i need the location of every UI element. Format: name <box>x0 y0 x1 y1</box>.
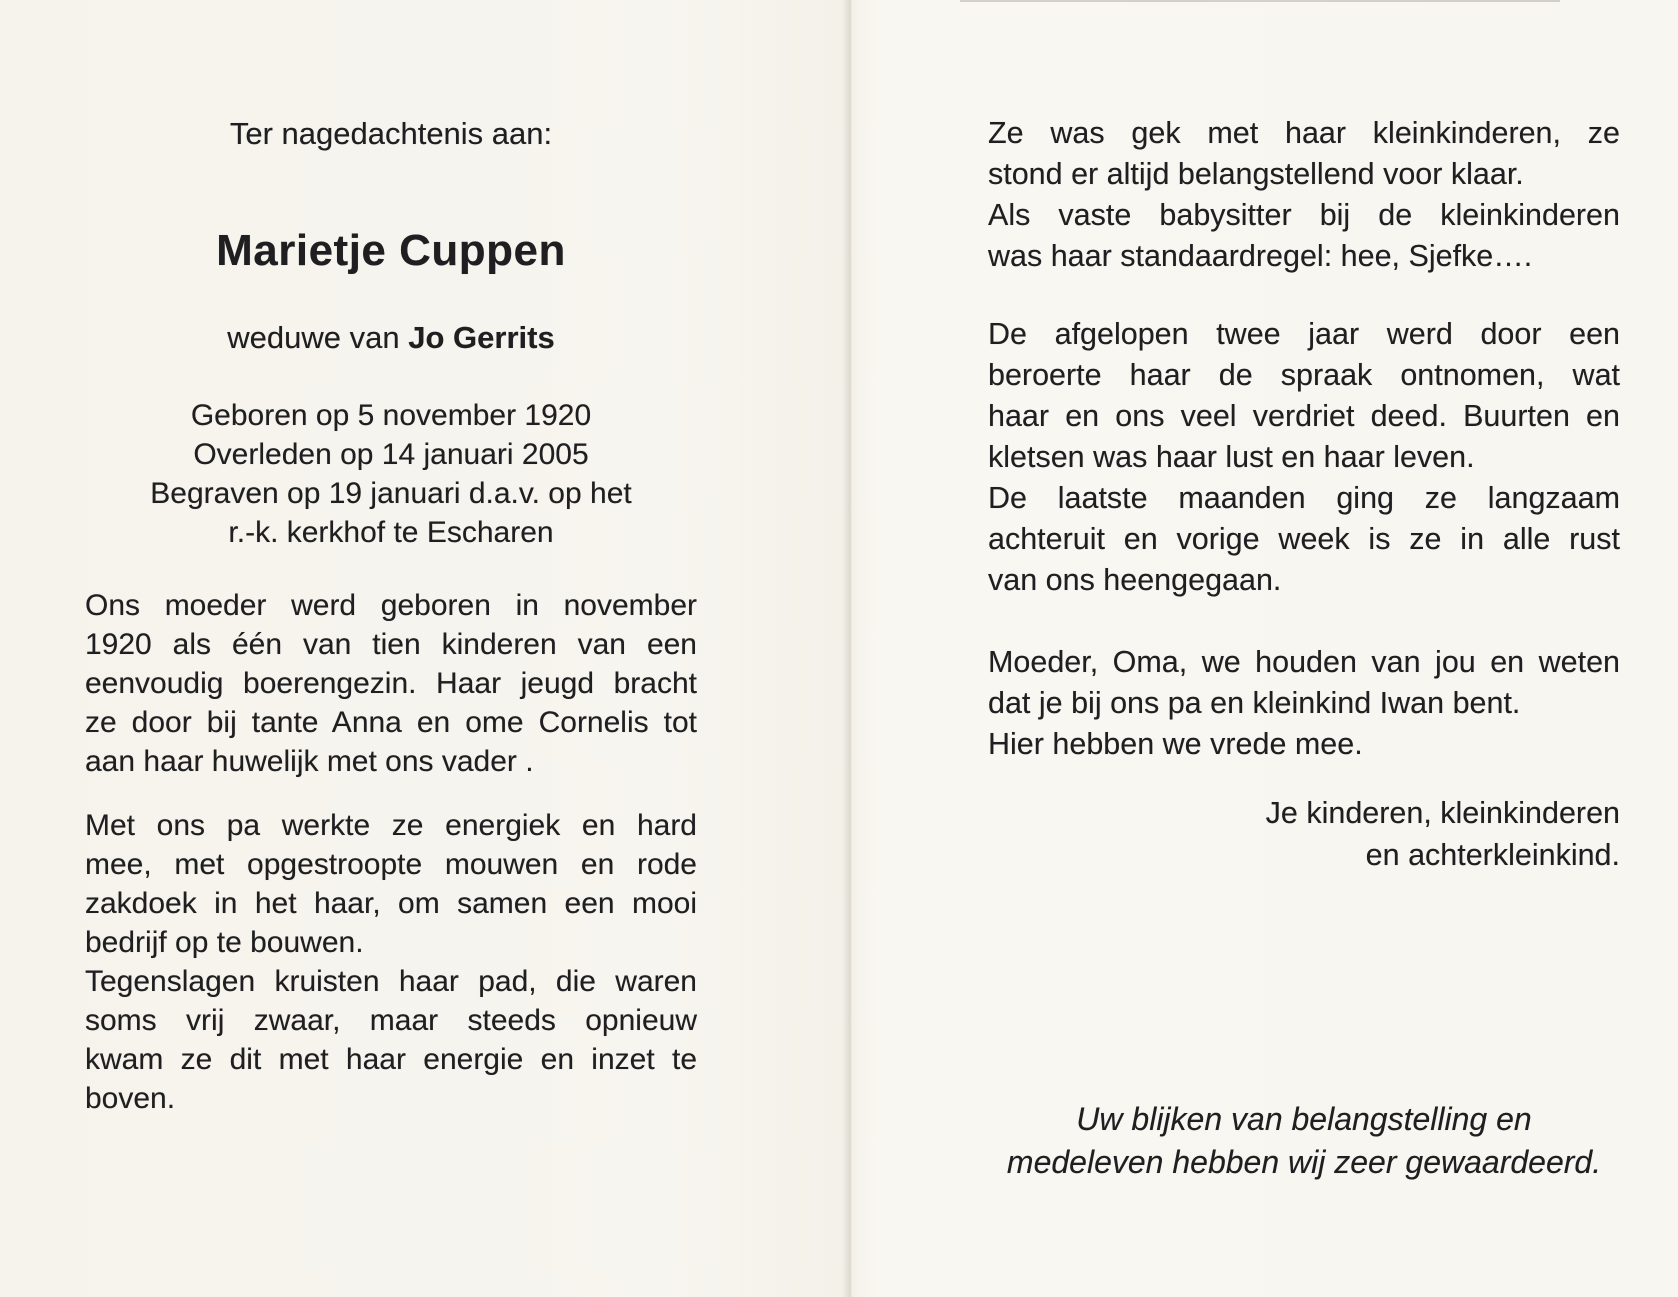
text-line: Geboren op 5 november 1920 <box>190 399 592 432</box>
text-line: kwam ze dit met haar energie en inzet te <box>85 1043 697 1076</box>
text-line: van ons heengegaan. <box>988 563 1282 597</box>
text-line: eenvoudig boerengezin. Haar jeugd bracht <box>85 667 697 700</box>
text-line: Je kinderen, kleinkinderen <box>1265 796 1620 830</box>
text-line: dat je bij ons pa en kleinkind Iwan bent. <box>988 686 1521 720</box>
text-line: Met ons pa werkte ze energiek en hard <box>85 809 697 842</box>
dedication-line: Ter nagedachtenis aan: <box>229 116 553 151</box>
right-page <box>988 0 1620 1297</box>
text-line: beroerte haar de spraak ontnomen, wat <box>988 358 1620 392</box>
text-line: haar en ons veel verdriet deed. Buurten en <box>988 399 1620 433</box>
biography-paragraph-1 <box>85 586 697 781</box>
text-line: ze door bij tante Anna en ome Cornelis tot <box>85 706 697 739</box>
husband-name: Jo Gerrits <box>408 320 555 355</box>
text-line: Overleden op 14 januari 2005 <box>193 438 589 471</box>
scan-edge-artifact <box>960 0 1560 2</box>
text-line: kletsen was haar lust en haar leven. <box>988 440 1475 474</box>
biography-paragraph-2 <box>85 806 697 1118</box>
text-line: en achterkleinkind. <box>1365 838 1620 872</box>
text-line: Moeder, Oma, we houden van jou en weten <box>988 645 1620 679</box>
text-line: zakdoek in het haar, om samen een mooi <box>85 887 697 920</box>
text-line: Begraven op 19 januari d.a.v. op het <box>150 477 632 510</box>
deceased-name: Marietje Cuppen <box>216 226 566 275</box>
life-dates <box>85 396 697 552</box>
text-line: Ze was gek met haar kleinkinderen, ze <box>988 116 1620 150</box>
left-page <box>85 0 697 1297</box>
card-fold-crease <box>842 0 858 1297</box>
family-signature <box>988 792 1620 876</box>
text-line: De afgelopen twee jaar werd door een <box>988 317 1620 351</box>
text-line: medeleven hebben wij zeer gewaardeerd. <box>1006 1144 1602 1180</box>
text-line: Ons moeder werd geboren in november <box>85 589 697 622</box>
text-line: mee, met opgestroopte mouwen en rode <box>85 848 697 881</box>
text-line: r.-k. kerkhof te Escharen <box>228 516 554 549</box>
widow-of-line <box>85 320 697 356</box>
text-line: Tegenslagen kruisten haar pad, die waren <box>85 965 697 998</box>
text-line: stond er altijd belangstellend voor klaar. <box>988 157 1524 191</box>
text-line: Uw blijken van belangstelling en <box>1076 1101 1532 1137</box>
text-line: boven. <box>85 1082 176 1115</box>
text-line: 1920 als één van tien kinderen van een <box>85 628 697 661</box>
text-line: aan haar huwelijk met ons vader . <box>85 745 534 778</box>
text-line: bedrijf op te bouwen. <box>85 926 364 959</box>
text-line: soms vrij zwaar, maar steeds opnieuw <box>85 1004 697 1037</box>
memories-paragraph-2 <box>988 314 1620 601</box>
farewell-paragraph <box>988 642 1620 765</box>
text-line: Als vaste babysitter bij de kleinkinderen <box>988 198 1620 232</box>
thank-you-note <box>988 1098 1620 1184</box>
text-line: Hier hebben we vrede mee. <box>988 727 1363 761</box>
memories-paragraph-1 <box>988 113 1620 277</box>
text-line: achteruit en vorige week is ze in alle rust <box>988 522 1620 556</box>
text-line: was haar standaardregel: hee, Sjefke…. <box>988 239 1533 273</box>
widow-prefix: weduwe van <box>227 320 400 355</box>
text-line: De laatste maanden ging ze langzaam <box>988 481 1620 515</box>
